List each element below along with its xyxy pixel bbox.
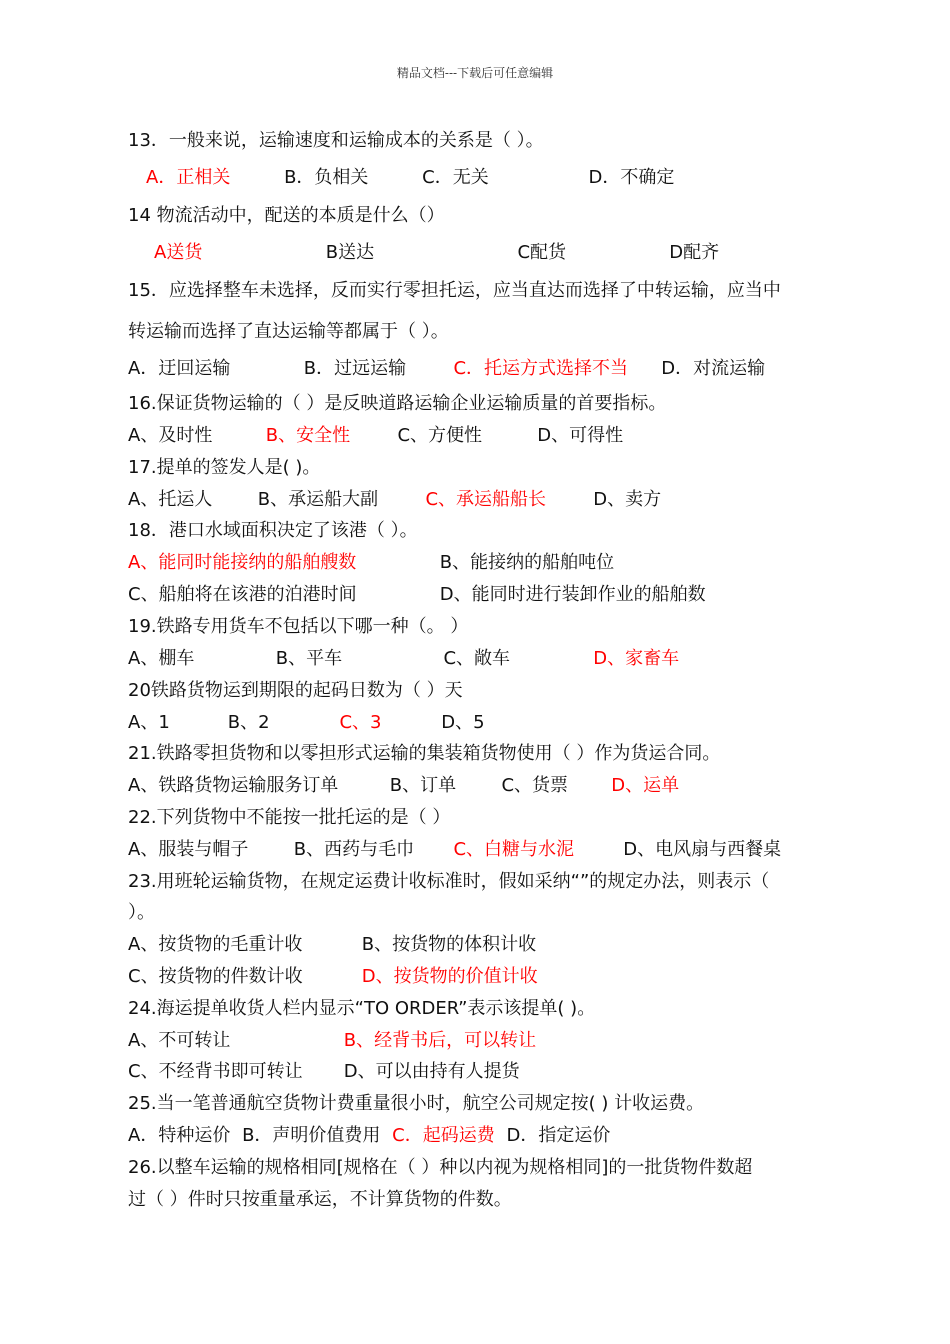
option-d: D、运单 [611, 775, 680, 796]
option-b: B、2 [227, 712, 270, 733]
option-a: A、按货物的毛重计收 [128, 934, 303, 955]
question-25-options [128, 1121, 610, 1147]
question-23-line2: ）。 [128, 902, 155, 923]
question-14: 14 物流活动中，配送的本质是什么（） [128, 205, 445, 226]
option-d: D、5 [441, 712, 485, 733]
option-d: D、按货物的价值计收 [361, 966, 538, 987]
question-15-line1: 15．应选择整车未选择，反而实行零担托运，应当直达而选择了中转运输，应当中 [128, 280, 781, 301]
question-22-options [128, 835, 781, 861]
option-c: C．起码运费 [392, 1125, 495, 1146]
option-a: A．迂回运输 [128, 358, 231, 379]
option-c: C、敞车 [443, 648, 511, 669]
option-a: A、及时性 [128, 425, 213, 446]
option-a: A、能同时能接纳的船舶艘数 [128, 552, 357, 573]
option-b: B．声明价值费用 [242, 1125, 381, 1146]
question-17: 17.提单的签发人是( )。 [128, 457, 321, 478]
question-26-line2: 过（ ）件时只按重量承运，不计算货物的件数。 [128, 1189, 512, 1210]
option-a: A、棚车 [128, 648, 195, 669]
question-18-options-ab [128, 548, 614, 574]
option-d: D、可得性 [537, 425, 624, 446]
option-c: C、船舶将在该港的泊港时间 [128, 584, 357, 605]
question-23-options-cd [128, 962, 538, 988]
question-24: 24.海运提单收货人栏内显示“TO ORDER”表示该提单( )。 [128, 998, 596, 1019]
option-c: C、3 [339, 712, 382, 733]
question-26-line1: 26.以整车运输的规格相同[规格在（ ）种以内视为规格相同]的一批货物件数超 [128, 1157, 753, 1178]
option-b: B、按货物的体积计收 [361, 934, 537, 955]
option-d: D、家畜车 [593, 648, 680, 669]
question-15-line2: 转运输而选择了直达运输等都属于（ ）。 [128, 321, 449, 342]
option-c: C、白糖与水泥 [453, 839, 575, 860]
question-16: 16.保证货物运输的（ ）是反映道路运输企业运输质量的首要指标。 [128, 393, 667, 414]
question-18: 18．港口水域面积决定了该港（ ）。 [128, 520, 418, 541]
question-16-options [128, 421, 623, 447]
question-14-options [154, 238, 719, 264]
page-header: 精品文档---下载后可任意编辑 [396, 66, 554, 80]
option-b: B、能接纳的船舶吨位 [439, 552, 615, 573]
option-d: D、可以由持有人提货 [343, 1061, 520, 1082]
option-c: C、按货物的件数计收 [128, 966, 303, 987]
option-c: C、不经背书即可转让 [128, 1061, 303, 1082]
question-18-options-cd [128, 580, 706, 606]
option-c: C．无关 [422, 167, 489, 188]
option-d: D．对流运输 [661, 358, 766, 379]
question-21: 21.铁路零担货物和以零担形式运输的集装箱货物使用（ ）作为货运合同。 [128, 743, 721, 764]
question-23-options-ab [128, 930, 536, 956]
option-b: B．负相关 [284, 167, 369, 188]
question-20: 20铁路货物运到期限的起码日数为（ ）天 [128, 680, 463, 701]
question-20-options [128, 708, 485, 734]
option-a: A送货 [154, 242, 203, 263]
option-b: B、西药与毛巾 [293, 839, 415, 860]
question-19-options [128, 644, 679, 670]
option-d: D、电风扇与西餐桌 [623, 839, 782, 860]
option-c: C、货票 [501, 775, 569, 796]
option-a: A．正相关 [146, 167, 231, 188]
option-a: A．特种运价 [128, 1125, 231, 1146]
option-b: B送达 [325, 242, 375, 263]
option-b: B．过远运输 [303, 358, 407, 379]
option-d: D配齐 [669, 242, 720, 263]
question-13-options [146, 163, 674, 189]
question-24-options-cd [128, 1057, 520, 1083]
question-19: 19.铁路专用货车不包括以下哪一种（。 ） [128, 616, 469, 637]
option-a: A、1 [128, 712, 170, 733]
question-15-options [128, 354, 765, 380]
option-c: C、方便性 [397, 425, 483, 446]
option-d: D．不确定 [588, 167, 675, 188]
option-c: C、承运船船长 [425, 489, 547, 510]
option-d: D、卖方 [593, 489, 662, 510]
option-a: A、不可转让 [128, 1030, 231, 1051]
option-b: B、经背书后，可以转让 [343, 1030, 537, 1051]
option-a: A、铁路货物运输服务订单 [128, 775, 339, 796]
option-c: C配货 [517, 242, 567, 263]
option-b: B、平车 [275, 648, 343, 669]
question-25: 25.当一笔普通航空货物计费重量很小时，航空公司规定按( ) 计收运费。 [128, 1093, 705, 1114]
option-c: C．托运方式选择不当 [453, 358, 629, 379]
question-23-line1: 23.用班轮运输货物，在规定运费计收标准时，假如采纳“”的规定办法，则表示（ [128, 871, 770, 892]
option-b: B、订单 [389, 775, 457, 796]
option-a: A、托运人 [128, 489, 213, 510]
option-b: B、安全性 [265, 425, 351, 446]
option-d: D．指定运价 [506, 1125, 611, 1146]
option-d: D、能同时进行装卸作业的船舶数 [439, 584, 706, 605]
question-22: 22.下列货物中不能按一批托运的是（ ） [128, 807, 451, 828]
option-a: A、服装与帽子 [128, 839, 249, 860]
question-17-options [128, 485, 661, 511]
question-13: 13．一般来说，运输速度和运输成本的关系是（ ）。 [128, 130, 544, 151]
option-b: B、承运船大副 [257, 489, 379, 510]
question-24-options-ab [128, 1026, 536, 1052]
question-21-options [128, 771, 679, 797]
